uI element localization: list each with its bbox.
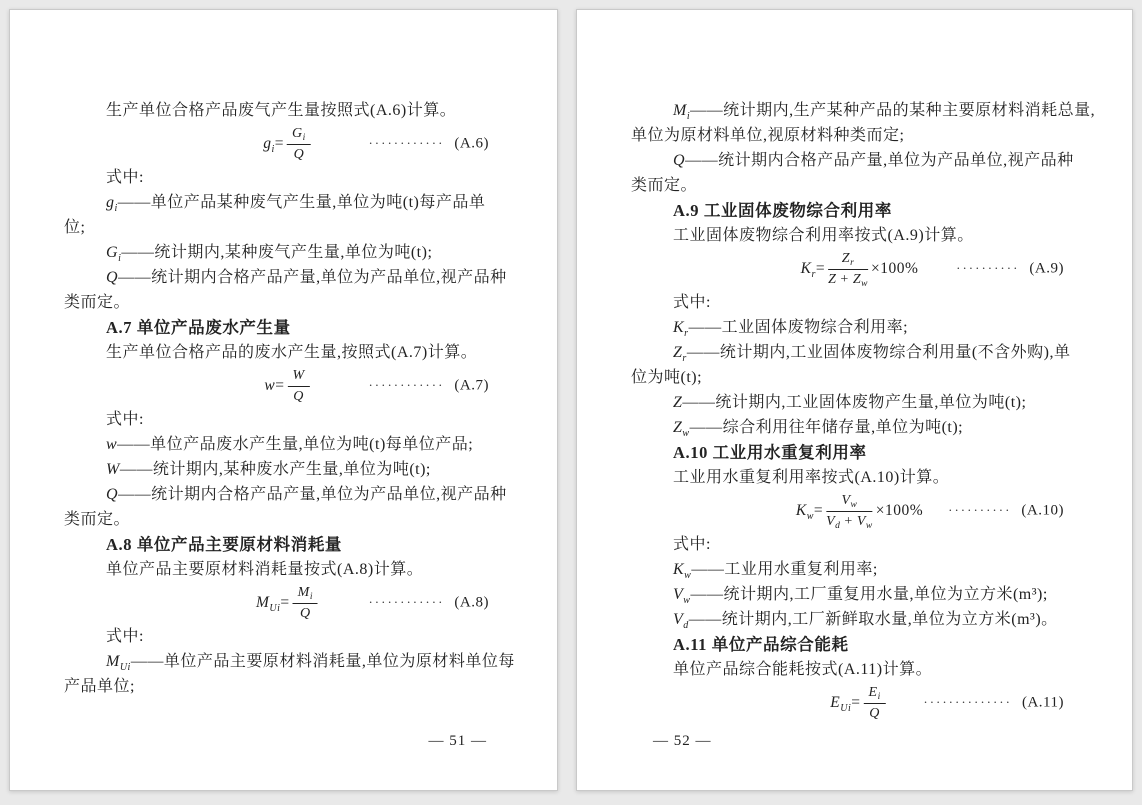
math-var-run: K	[673, 319, 685, 336]
text-run: 生产单位合格产品废气产生量按照式(A.6)计算。	[106, 102, 457, 119]
formula-label: (A.11)	[1021, 694, 1064, 711]
text-run: 单位产品主要原材料消耗量按式(A.8)计算。	[106, 561, 424, 578]
fraction	[828, 250, 868, 288]
math-var-run: Z	[841, 251, 851, 266]
math-var-run: E	[830, 694, 841, 711]
text-run: ——单位产品主要原材料消耗量,单位为原材料单位每	[130, 653, 515, 670]
text-run: ——综合利用往年储存量,单位为吨(t);	[689, 419, 964, 436]
formula-label: (A.10)	[1021, 502, 1064, 519]
math-var-run: M	[106, 653, 120, 670]
math-var-run: Z	[852, 271, 862, 287]
page-52-content	[631, 98, 1096, 724]
paragraph-line	[64, 165, 513, 190]
text-run: 式中:	[673, 536, 711, 553]
math-sub-run: w	[861, 278, 868, 289]
formula-expression	[830, 684, 888, 722]
paragraph-line	[631, 657, 1088, 682]
math-sub-run: w	[684, 570, 692, 581]
definition-line	[64, 649, 513, 674]
math-var-run: Q	[106, 269, 119, 286]
text-run: ——统计期内,工业固体废物综合利用量(不含外购),单	[686, 344, 1071, 361]
math-var-run: Z	[828, 271, 837, 287]
formula-line	[631, 248, 1088, 290]
math-var-run: Q	[300, 605, 311, 621]
paragraph-line	[64, 407, 513, 432]
text-run: ——统计期内合格产品产量,单位为产品单位,视产品种	[118, 486, 507, 503]
paragraph-line	[631, 223, 1088, 248]
text-run: A.8 单位产品主要原材料消耗量	[106, 535, 343, 554]
text-run: ——统计期内,生产某种产品的某种主要原材料消耗总量,	[690, 102, 1096, 119]
math-var-run: W	[292, 368, 305, 383]
math-up-run: =	[851, 694, 861, 711]
formula-reference	[368, 136, 489, 153]
paragraph-line	[631, 465, 1088, 490]
numerator	[864, 684, 886, 704]
math-up-run: =	[274, 135, 285, 152]
fraction	[287, 367, 309, 405]
formula-label: (A.6)	[454, 135, 489, 152]
math-sub-run: i	[686, 111, 691, 122]
page-51-number: — 51 —	[428, 733, 487, 749]
definition-line	[631, 315, 1088, 340]
text-run: ——统计期内,工厂重复用水量,单位为立方米(m³);	[690, 586, 1048, 603]
fraction	[864, 684, 886, 722]
math-var-run: V	[841, 493, 851, 508]
math-var-run: w	[264, 377, 276, 394]
denominator	[287, 387, 309, 406]
text-run: 式中:	[106, 169, 144, 186]
math-sub-run: i	[877, 692, 881, 702]
paragraph-line	[631, 532, 1088, 557]
math-up-run: =	[275, 377, 285, 394]
fraction	[287, 125, 311, 163]
dot-leader: ············	[368, 377, 445, 393]
text-run: A.10 工业用水重复利用率	[673, 443, 867, 462]
text-run: ——工业固体废物综合利用率;	[688, 319, 909, 336]
definition-line	[64, 432, 513, 457]
math-var-run: Q	[869, 705, 880, 721]
math-up-run: +	[840, 513, 857, 529]
text-run: 位;	[64, 219, 86, 236]
definition-line	[631, 582, 1088, 607]
text-run: 产品单位;	[64, 678, 135, 695]
math-sub-run: w	[683, 595, 691, 606]
math-sub-run: w	[682, 428, 690, 439]
numerator	[287, 125, 311, 145]
math-sub-run: w	[850, 500, 858, 510]
text-run: 类而定。	[64, 511, 131, 528]
formula-expression	[263, 125, 314, 163]
definition-line	[631, 557, 1088, 582]
math-sub-run: r	[684, 328, 689, 339]
denominator	[826, 512, 873, 531]
dot-leader: ············	[368, 135, 445, 151]
formula-reference	[368, 595, 489, 612]
math-var-run: V	[673, 611, 684, 628]
math-var-run: G	[292, 126, 303, 141]
math-var-run: M	[256, 594, 270, 611]
text-run: ——统计期内,工厂新鲜取水量,单位为立方米(m³)。	[688, 611, 1058, 628]
math-sub-run: w	[806, 510, 814, 522]
text-run: 式中:	[673, 294, 711, 311]
fraction	[826, 492, 873, 530]
math-var-run: K	[795, 502, 807, 519]
dot-leader: ··········	[948, 502, 1012, 518]
math-var-run: M	[297, 585, 310, 600]
text-run: 类而定。	[631, 177, 698, 194]
page-51-sheet	[9, 9, 558, 791]
math-sub-run: Ui	[840, 702, 852, 714]
text-run: 类而定。	[64, 294, 131, 311]
text-run: ——统计期内,某种废气产生量,单位为吨(t);	[121, 244, 433, 261]
math-var-run: Q	[106, 486, 119, 503]
definition-line	[631, 415, 1088, 440]
denominator	[828, 270, 868, 289]
continuation-line	[64, 507, 513, 532]
math-var-run: w	[106, 436, 118, 453]
continuation-line	[631, 173, 1088, 198]
math-up-run: =	[280, 594, 290, 611]
formula-reference	[368, 378, 489, 395]
formula-label: (A.7)	[454, 377, 489, 394]
math-var-run: V	[673, 586, 684, 603]
section-heading	[64, 532, 513, 557]
formula-line	[64, 123, 513, 165]
math-up-run: +	[836, 271, 853, 287]
formula-reference	[948, 503, 1064, 520]
formula-expression	[796, 492, 923, 530]
definition-line	[64, 482, 513, 507]
definition-line	[631, 390, 1088, 415]
formula-label: (A.8)	[454, 594, 489, 611]
text-run: 单位产品综合能耗按式(A.11)计算。	[673, 661, 933, 678]
math-up-run: =	[813, 502, 824, 519]
denominator	[864, 704, 886, 723]
text-run: 式中:	[106, 628, 144, 645]
definition-line	[64, 457, 513, 482]
math-var-run: Q	[293, 388, 304, 404]
numerator	[293, 584, 318, 604]
math-var-run: G	[106, 244, 119, 261]
math-var-run: Z	[673, 394, 683, 411]
math-up-run: ×100%	[870, 260, 919, 277]
denominator	[287, 145, 311, 164]
page-52-number: — 52 —	[653, 733, 712, 749]
text-run: 位为吨(t);	[631, 369, 703, 386]
formula-reference	[923, 695, 1064, 712]
text-run: A.11 单位产品综合能耗	[673, 635, 849, 654]
formula-label: (A.9)	[1029, 260, 1064, 277]
text-run: ——单位产品废水产生量,单位为吨(t)每单位产品;	[117, 436, 474, 453]
section-heading	[631, 632, 1088, 657]
formula-expression	[256, 584, 321, 622]
math-sub-run: i	[302, 133, 306, 143]
text-run: A.9 工业固体废物综合利用率	[673, 201, 892, 220]
math-sub-run: w	[865, 520, 873, 531]
math-var-run: g	[263, 135, 272, 152]
definition-line	[631, 148, 1088, 173]
continuation-line	[631, 123, 1088, 148]
formula-expression	[264, 367, 312, 405]
text-run: 式中:	[106, 411, 144, 428]
fraction	[293, 584, 318, 622]
definition-line	[64, 265, 513, 290]
paragraph-line	[64, 557, 513, 582]
page-52-sheet	[576, 9, 1133, 791]
math-sub-run: r	[811, 268, 816, 280]
text-run: 单位为原材料单位,视原材料种类而定;	[631, 127, 905, 144]
math-var-run: V	[856, 513, 866, 529]
math-var-run: E	[868, 685, 878, 700]
math-var-run: Z	[673, 419, 683, 436]
text-run: ——统计期内,工业固体废物产生量,单位为吨(t);	[682, 394, 1027, 411]
math-sub-run: i	[271, 143, 275, 155]
math-sub-run: i	[118, 253, 122, 264]
dot-leader: ··············	[923, 694, 1012, 710]
continuation-line	[631, 365, 1088, 390]
text-run: 工业用水重复利用率按式(A.10)计算。	[673, 469, 950, 486]
math-sub-run: r	[682, 353, 687, 364]
text-run: ——统计期内合格产品产量,单位为产品单位,视产品种	[685, 152, 1074, 169]
definition-line	[64, 190, 513, 215]
section-heading	[631, 440, 1088, 465]
formula-reference	[956, 261, 1064, 278]
text-run: 工业固体废物综合利用率按式(A.9)计算。	[673, 227, 974, 244]
math-var-run: Z	[673, 344, 683, 361]
math-sub-run: d	[683, 620, 689, 631]
math-sub-run: d	[835, 520, 841, 531]
math-var-run: W	[106, 461, 120, 478]
math-up-run: ×100%	[875, 502, 924, 519]
dot-leader: ··········	[956, 260, 1020, 276]
math-sub-run: Ui	[119, 662, 131, 673]
math-sub-run: r	[850, 258, 855, 268]
section-heading	[631, 198, 1088, 223]
definition-line	[631, 98, 1096, 123]
section-heading	[64, 315, 513, 340]
formula-line	[631, 682, 1088, 724]
continuation-line	[64, 290, 513, 315]
math-sub-run: Ui	[269, 602, 281, 614]
math-var-run: Q	[293, 146, 305, 162]
definition-line	[631, 340, 1088, 365]
continuation-line	[64, 215, 513, 240]
paragraph-line	[631, 290, 1088, 315]
formula-line	[631, 490, 1088, 532]
formula-line	[64, 582, 513, 624]
text-run: ——工业用水重复利用率;	[691, 561, 878, 578]
math-var-run: K	[673, 561, 685, 578]
numerator	[287, 367, 309, 387]
text-run: A.7 单位产品废水产生量	[106, 318, 291, 337]
math-var-run: g	[106, 194, 115, 211]
math-var-run: M	[673, 102, 687, 119]
paragraph-line	[64, 340, 513, 365]
paragraph-line	[64, 98, 513, 123]
numerator	[828, 250, 868, 270]
math-var-run: Q	[673, 152, 686, 169]
formula-expression	[801, 250, 919, 288]
definition-line	[631, 607, 1088, 632]
dot-leader: ············	[368, 594, 445, 610]
paragraph-line	[64, 624, 513, 649]
math-sub-run: i	[114, 203, 118, 214]
page-51-content	[64, 98, 513, 699]
denominator	[293, 604, 318, 623]
math-var-run: V	[826, 513, 836, 529]
numerator	[826, 492, 873, 512]
continuation-line	[64, 674, 513, 699]
math-up-run: =	[815, 260, 826, 277]
text-run: ——统计期内,某种废水产生量,单位为吨(t);	[119, 461, 431, 478]
formula-line	[64, 365, 513, 407]
text-run: ——统计期内合格产品产量,单位为产品单位,视产品种	[118, 269, 507, 286]
math-var-run: K	[800, 260, 812, 277]
math-sub-run: i	[309, 592, 313, 602]
definition-line	[64, 240, 513, 265]
text-run: ——单位产品某种废气产生量,单位为吨(t)每产品单	[117, 194, 486, 211]
text-run: 生产单位合格产品的废水产生量,按照式(A.7)计算。	[106, 344, 478, 361]
